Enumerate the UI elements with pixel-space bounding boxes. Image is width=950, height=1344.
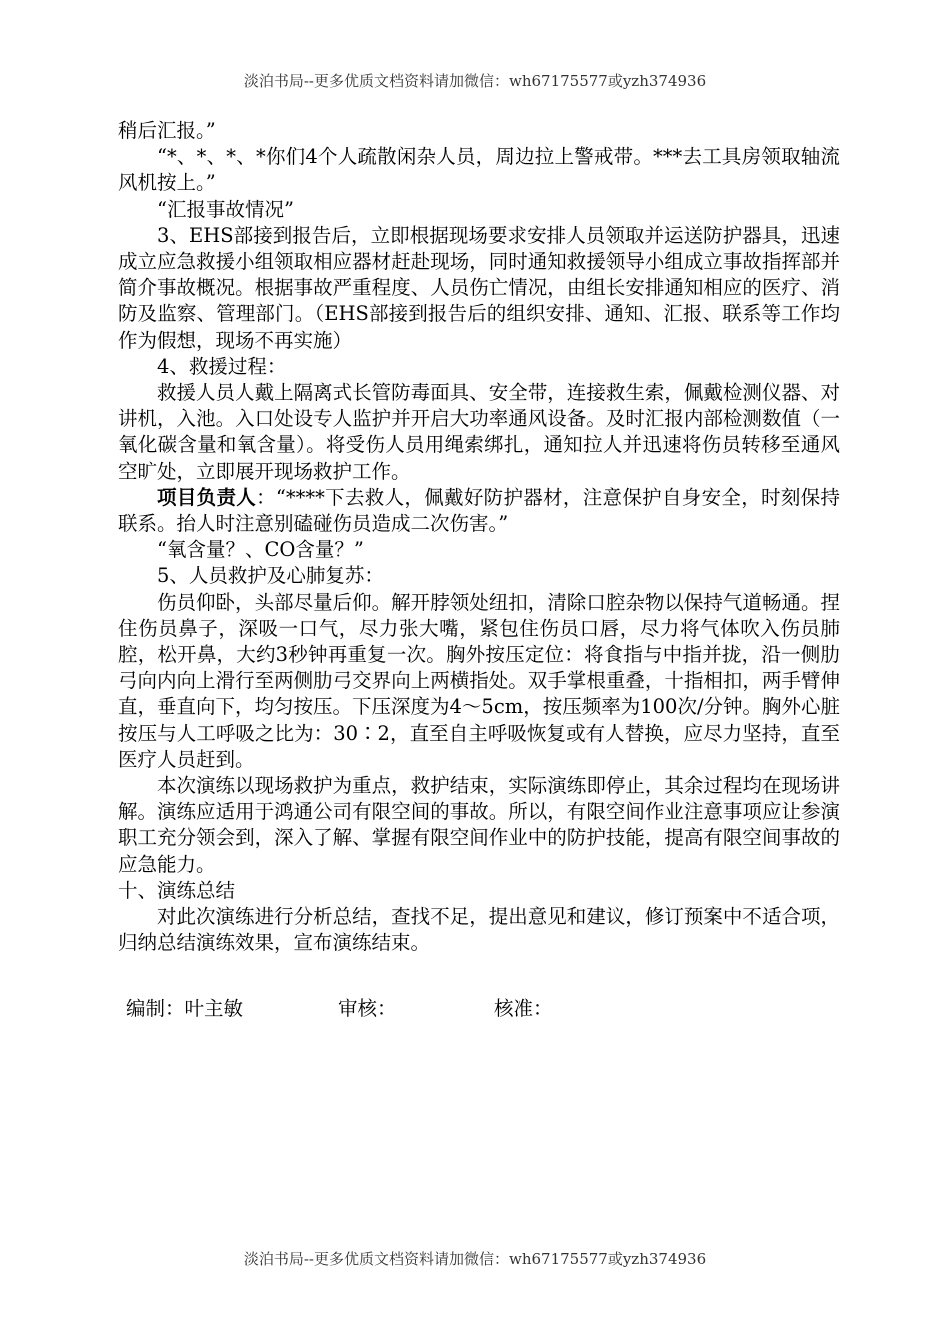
paragraph: 本次演练以现场救护为重点，救护结束，实际演练即停止，其余过程均在现场讲解。演练应适用于鸿通公司有限空间的事故。所以，有限空间作业注意事项应让参演职工充分领会到，深入了解、掌握有限空间作业中的防护技能，提高有限空间事故的应急能力。 [118, 774, 840, 876]
speaker-label: 项目负责人 [157, 485, 257, 509]
paragraph [118, 485, 840, 537]
approver-field: 核准： [494, 997, 553, 1020]
paragraph: 对此次演练进行分析总结，查找不足，提出意见和建议，修订预案中不适合项，归纳总结演练效果，宣布演练结束。 [118, 905, 840, 955]
speaker-text: ：“****下去救人，佩戴好防护器材，注意保护自身安全，时刻保持联系。抬人时注意别磕碰伤员造成二次伤害。” [118, 485, 840, 536]
paragraph: 稍后汇报。” [118, 119, 216, 142]
reviewer-field: 审核： [338, 997, 397, 1020]
paragraph: 3、EHS部接到报告后，立即根据现场要求安排人员领取并运送防护器具，迅速成立应急救援小组领取相应器材赶赴现场，同时通知救援领导小组成立事故指挥部并简介事故概况。根据事故严重程度、人员伤亡情况，由组长安排通知相应的医疗、消防及监察、管理部门。（EHS部接到报告后的组织安排、通知、汇报、联系等工作均作为假想，现场不再实施） [118, 223, 840, 352]
page-header: 淡泊书局--更多优质文档资料请加微信：wh67175577或yzh374936 [243, 72, 707, 90]
section-heading: 十、演练总结 [118, 878, 236, 902]
paragraph: 伤员仰卧，头部尽量后仰。解开脖领处纽扣，清除口腔杂物以保持气道畅通。捏住伤员鼻子，深吸一口气，尽力张大嘴，紧包住伤员口唇，尽力将气体吹入伤员肺腔，松开鼻，大约3秒钟再重复一次。胸外按压定位：将食指与中指并拢，沿一侧肋弓向内向上滑行至两侧肋弓交界向上两横指处。双手掌根重叠，十指相扣，两手臂伸直，垂直向下，均匀按压。下压深度为4～5cm，按压频率为100次/分钟。胸外心脏按压与人工呼吸之比为：30∶2，直至自主呼吸恢复或有人替换，应尽力坚持，直至医疗人员赶到。 [118, 590, 841, 771]
document-body [118, 118, 840, 957]
page-footer: 淡泊书局--更多优质文档资料请加微信：wh67175577或yzh374936 [243, 1250, 707, 1268]
section-heading: 5、人员救护及心肺复苏： [157, 564, 384, 588]
section-heading: 4、救援过程： [157, 354, 287, 378]
paragraph: 救援人员人戴上隔离式长管防毒面具、安全带，连接救生索，佩戴检测仪器、对讲机，入池。入口处设专人监护并开启大功率通风设备。及时汇报内部检测数值（一氧化碳含量和氧含量）。将受伤人员用绳索绑扎，通知拉人并迅速将伤员转移至通风空旷处，立即展开现场救护工作。 [118, 381, 840, 483]
paragraph: “汇报事故情况” [157, 197, 294, 221]
editor-field: 编制：叶主敏 [126, 997, 244, 1020]
paragraph: “*、*、*、*你们4个人疏散闲杂人员，周边拉上警戒带。***去工具房领取轴流风机按上。” [118, 145, 840, 195]
paragraph: “氧含量？、CO含量？” [157, 538, 364, 562]
